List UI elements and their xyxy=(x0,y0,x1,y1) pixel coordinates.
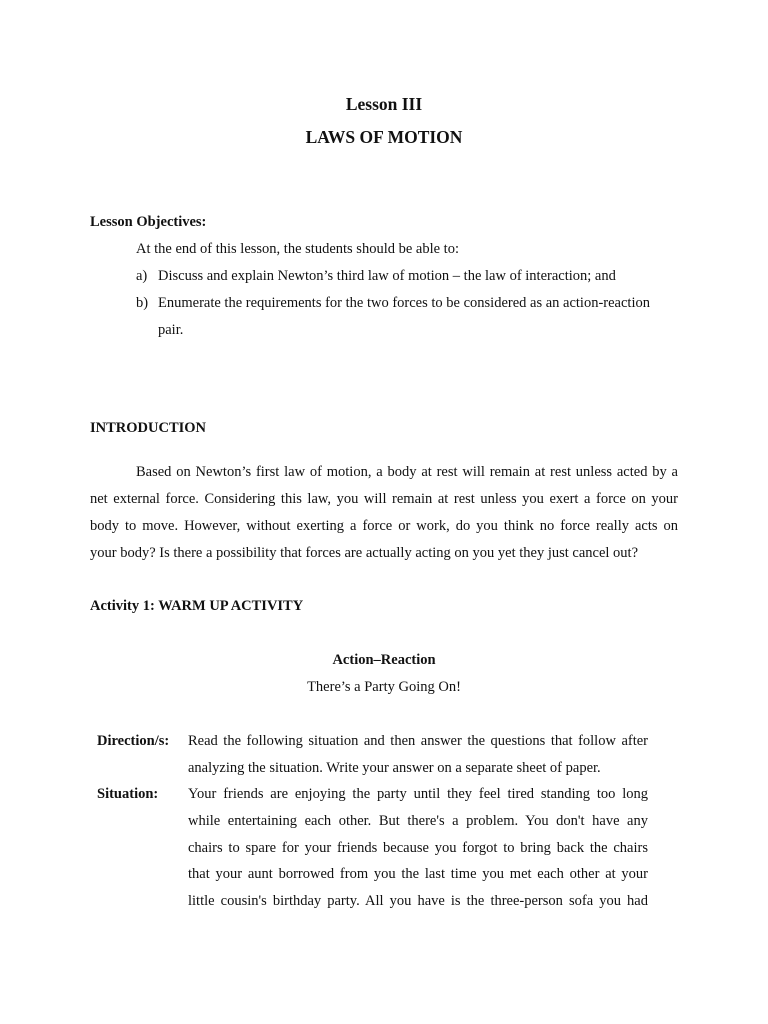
direction-line-2: analyzing the situation. Write your answer on a separate sheet of paper. xyxy=(188,760,601,776)
objective-text-a-line1: Discuss and explain Newton’s third law of motion – the law of interaction; and xyxy=(158,268,616,284)
situation-line-5: little cousin's birthday party. All you have is the three-person sofa you had xyxy=(188,893,648,909)
activity-heading: Activity 1: WARM UP ACTIVITY xyxy=(90,598,304,614)
objective-text-b-line1: Enumerate the requirements for the two forces to be considered as an action-reaction xyxy=(158,295,650,311)
objective-marker-a: a) xyxy=(136,268,148,284)
situation-line-3: chairs to spare for your friends because you forgot to bring back the chairs xyxy=(188,840,648,856)
intro-line-3: body to move. However, without exerting a force or work, do you think no force really acts on xyxy=(90,518,678,534)
lesson-title: LAWS OF MOTION xyxy=(305,127,463,147)
situation-line-2: while entertaining each other. But there's a problem. You don't have any xyxy=(188,813,648,829)
introduction-heading: INTRODUCTION xyxy=(90,420,207,436)
intro-line-4: your body? Is there a possibility that forces are actually acting on you yet they just cancel out? xyxy=(90,545,639,561)
lesson-number: Lesson III xyxy=(345,94,423,114)
intro-line-2: net external force. Considering this law, you will remain at rest unless you exert a force on your xyxy=(90,491,678,507)
objective-marker-b: b) xyxy=(136,295,149,311)
direction-line-1: Read the following situation and then answer the questions that follow after xyxy=(188,733,648,749)
direction-label: Direction/s: xyxy=(97,733,170,749)
objectives-intro: At the end of this lesson, the students should be able to: xyxy=(136,241,459,257)
situation-line-1: Your friends are enjoying the party until they feel tired standing too long xyxy=(188,786,648,802)
situation-label: Situation: xyxy=(97,786,159,802)
activity-title: Action–Reaction xyxy=(332,652,436,668)
situation-line-4: that your aunt borrowed from you the last time you met each other at your xyxy=(188,866,648,882)
objective-text-b-line2: pair. xyxy=(158,322,184,338)
intro-line-1: Based on Newton’s first law of motion, a body at rest will remain at rest unless acted by a xyxy=(136,464,678,480)
objectives-heading: Lesson Objectives: xyxy=(90,214,207,230)
activity-subtitle: There’s a Party Going On! xyxy=(307,679,461,695)
